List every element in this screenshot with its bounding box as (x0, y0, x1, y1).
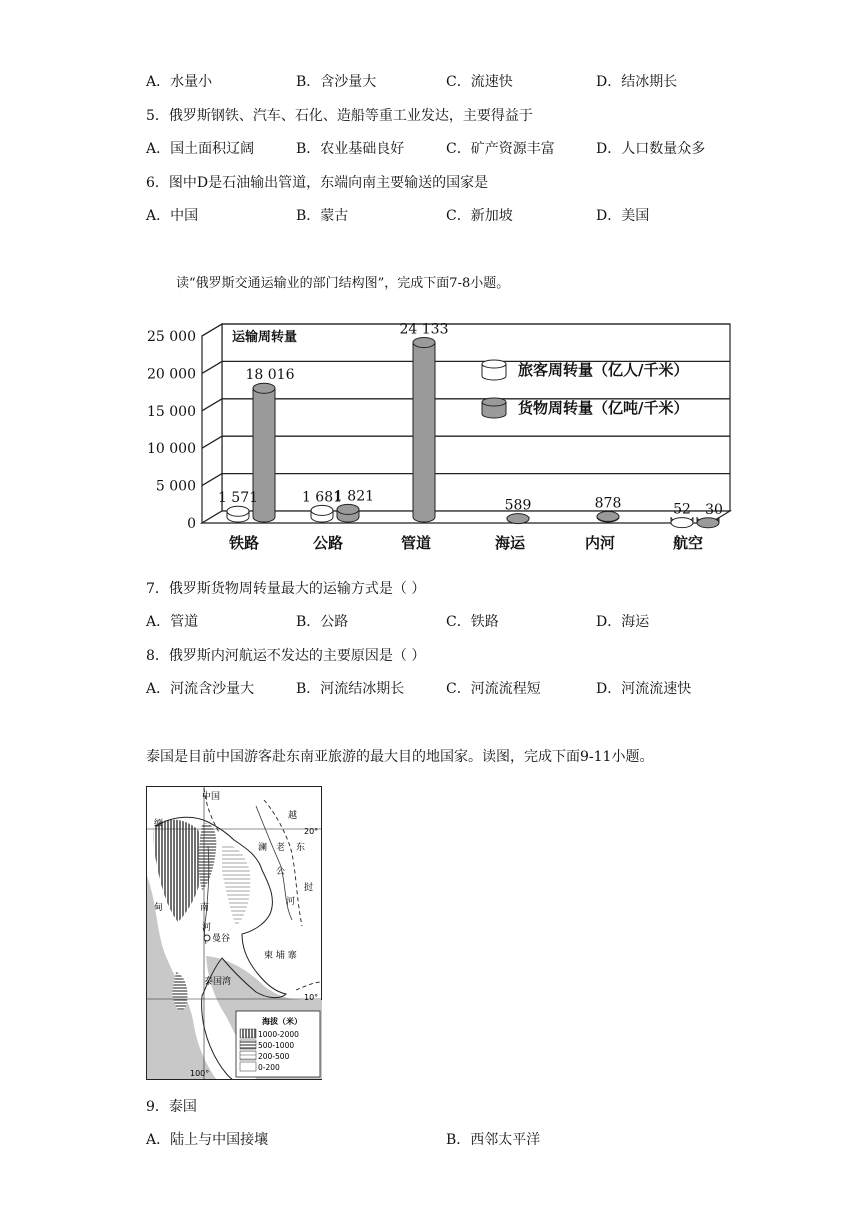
elevation-legend-title: 海拔（米） (262, 1017, 302, 1026)
data-label-freight-5: 30 (705, 501, 723, 518)
y-tick-label: 10 000 (147, 441, 196, 458)
legend-swatch-top (482, 398, 506, 406)
data-label-passenger-1: 1 681 (301, 489, 343, 506)
q8-option-b: B．河流结冰期长 (296, 681, 405, 697)
q9-option-b: B．西邻太平洋 (446, 1132, 541, 1148)
label-bangkok: 曼谷 (212, 934, 231, 944)
legend-label-0: 旅客周转量（亿人/千米） (518, 361, 689, 379)
thailand-map (146, 786, 322, 1080)
y-tick-label: 15 000 (147, 403, 196, 420)
q6-option-c: C．新加坡 (446, 208, 513, 224)
q6-stem: 6．图中D是石油输出管道，东端向南主要输送的国家是 (146, 175, 489, 191)
q6-option-b: B．蒙古 (296, 208, 349, 224)
q7-option-b: B．公路 (296, 614, 349, 630)
q4-option-c: C．流速快 (446, 74, 513, 90)
q9-stem: 9．泰国 (146, 1099, 197, 1115)
bar-passenger-1-top (311, 505, 333, 515)
x-tick-label: 航空 (672, 534, 704, 552)
q5-option-b: B．农业基础良好 (296, 141, 405, 157)
data-label-freight-3: 589 (504, 497, 532, 514)
q5-option-a: A．国土面积辽阔 (146, 141, 255, 157)
x-tick-label: 公路 (312, 534, 344, 552)
q8-option-d: D．河流流速快 (596, 681, 692, 697)
q4-option-b: B．含沙量大 (296, 74, 377, 90)
x-tick-label: 内河 (584, 534, 616, 552)
bar-passenger-0 (227, 506, 249, 522)
label-myanmar-2: 甸 (154, 903, 164, 913)
chart-frame (202, 324, 730, 523)
data-label-freight-1: 1 821 (333, 488, 375, 505)
label-myanmar-1: 缅 (154, 819, 164, 829)
y-tick-label: 5 000 (155, 478, 196, 495)
bar-passenger-1 (311, 505, 333, 522)
bar-passenger-5-top (671, 518, 693, 528)
q4-option-a: A．水量小 (146, 74, 213, 90)
label-ting: 挝 (304, 883, 314, 893)
q4-option-d: D．结冰期长 (596, 74, 678, 90)
bar-freight-4 (597, 511, 619, 522)
label-lon100: 100° (190, 1069, 210, 1078)
transport-structure-chart (140, 308, 740, 558)
label-gulf: 泰国湾 (204, 977, 232, 987)
bangkok-marker (204, 935, 210, 941)
label-nan: 南 (200, 903, 210, 913)
label-lat10: 10° (304, 993, 319, 1002)
bar-freight-2-body (413, 342, 435, 522)
intro-9-11: 泰国是目前中国游客赴东南亚旅游的最大目的地国家。读图，完成下面9-11小题。 (146, 749, 654, 765)
q6-option-a: A．中国 (146, 208, 199, 224)
bar-passenger-0-top (227, 506, 249, 516)
data-label-passenger-0: 1 571 (217, 490, 259, 507)
data-label-freight-4: 878 (594, 495, 622, 512)
bar-freight-2 (413, 337, 435, 522)
label-laos: 老 (276, 843, 286, 853)
x-tick-label: 铁路 (228, 534, 260, 552)
legend-item-4: 0-200 (258, 1063, 280, 1072)
label-river: 河 (202, 923, 212, 933)
q5-option-c: C．矿产资源丰富 (446, 141, 555, 157)
q6-option-d: D．美国 (596, 208, 650, 224)
legend-swatch-top (482, 360, 506, 368)
q7-option-c: C．铁路 (446, 614, 499, 630)
bar-freight-3-top (507, 514, 529, 524)
label-lat20: 20° (304, 827, 319, 836)
bar-freight-3 (507, 514, 529, 524)
q5-option-d: D．人口数量众多 (596, 141, 706, 157)
legend-item-1: 1000-2000 (258, 1030, 299, 1039)
x-axis-ticks (228, 534, 703, 552)
legend-label-1: 货物周转量（亿吨/千米） (518, 399, 689, 417)
data-label-passenger-5: 52 (673, 501, 691, 518)
bar-freight-5-top (697, 518, 719, 528)
legend-item-2: 500-1000 (258, 1041, 295, 1050)
bar-freight-4-top (597, 511, 619, 521)
x-tick-label: 海运 (494, 534, 526, 552)
chart-floor (202, 511, 730, 523)
data-label-freight-2: 24 133 (399, 321, 449, 338)
label-mekong-1: 公 (276, 867, 286, 877)
q5-stem: 5．俄罗斯钢铁、汽车、石化、造船等重工业发达，主要得益于 (146, 108, 533, 124)
chart-back-wall (222, 324, 730, 511)
q7-option-d: D．海运 (596, 614, 650, 630)
bar-freight-1 (337, 504, 359, 522)
label-mekong-2: 河 (286, 897, 296, 907)
x-tick-label: 管道 (400, 534, 432, 552)
y-tick-label: 25 000 (147, 329, 196, 345)
elevation-legend (236, 1011, 320, 1077)
bar-freight-1-top (337, 504, 359, 514)
label-china: 中国 (202, 792, 221, 802)
bar-freight-0-top (253, 383, 275, 393)
legend-item-3: 200-500 (258, 1052, 290, 1061)
data-label-freight-0: 18 016 (245, 367, 295, 384)
bar-freight-2-top (413, 337, 435, 347)
intro-7-8: 读“俄罗斯交通运输业的部门结构图”，完成下面7-8小题。 (176, 276, 510, 291)
label-lan: 澜 (258, 843, 268, 853)
y-tick-label: 0 (187, 516, 196, 532)
y-tick-label: 20 000 (147, 366, 196, 383)
q8-option-c: C．河流流程短 (446, 681, 541, 697)
bar-passenger-5 (671, 517, 693, 528)
label-vietnam: 越 (288, 811, 298, 821)
chart-title: 运输周转量 (232, 330, 298, 345)
q9-option-a: A．陆上与中国接壤 (146, 1132, 269, 1148)
q7-option-a: A．管道 (146, 614, 199, 630)
label-east: 东 (296, 843, 306, 853)
q8-option-a: A．河流含沙量大 (146, 681, 255, 697)
q8-stem: 8．俄罗斯内河航运不发达的主要原因是（ ） (146, 648, 426, 664)
label-cambodia: 柬 埔 寨 (264, 951, 297, 961)
q7-stem: 7．俄罗斯货物周转量最大的运输方式是（ ） (146, 581, 426, 597)
